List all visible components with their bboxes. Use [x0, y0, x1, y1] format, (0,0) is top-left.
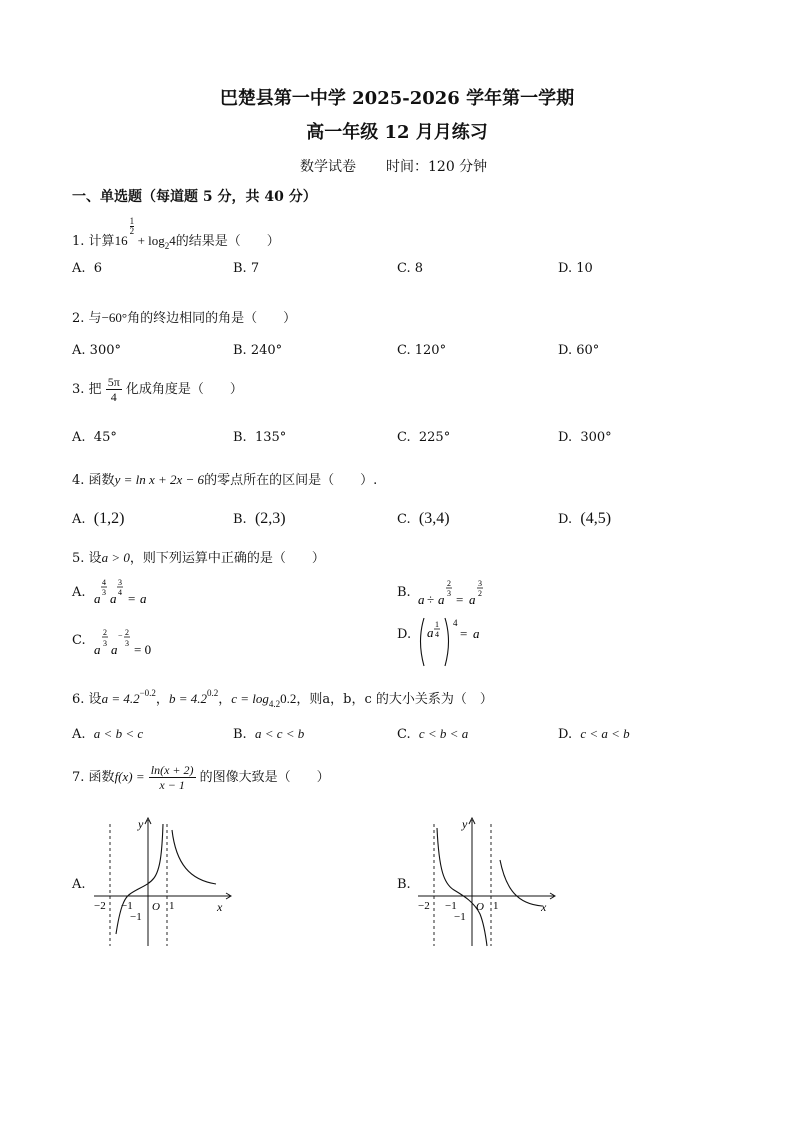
svg-text:4: 4 — [102, 578, 106, 587]
svg-text:=: = — [456, 592, 464, 607]
q1-option-b[interactable]: B. 7 — [233, 261, 260, 276]
svg-text:y: y — [462, 817, 468, 831]
svg-text:a: a — [469, 592, 476, 607]
q2-option-b[interactable]: B. 240° — [233, 343, 283, 358]
svg-text:a: a — [94, 642, 101, 657]
q3-option-d[interactable]: D. 300° — [558, 430, 612, 445]
svg-text:a: a — [473, 626, 480, 641]
svg-text:4: 4 — [435, 630, 439, 639]
q6-option-b[interactable]: B. a < c < b — [233, 726, 305, 742]
svg-text:O: O — [152, 901, 160, 913]
svg-text:−1: −1 — [454, 911, 466, 923]
q5-option-a-formula — [92, 576, 162, 610]
svg-text:x: x — [217, 900, 223, 914]
q3-option-a[interactable]: A. 45° — [72, 430, 117, 445]
question-3: 3. 把 $\frac{5\pi}{4}$ 化成角度是（ ） — [72, 375, 243, 404]
svg-text:÷: ÷ — [427, 592, 435, 607]
q5-option-d-formula — [414, 612, 494, 670]
svg-text:3: 3 — [103, 639, 107, 648]
q7-option-b[interactable]: B. — [397, 877, 411, 892]
svg-text:a: a — [418, 592, 425, 607]
q3-option-b[interactable]: B. 135° — [233, 430, 287, 445]
q4-option-d[interactable]: D. (4,5) — [558, 510, 612, 527]
q7-option-a[interactable]: A. — [72, 877, 86, 892]
svg-text:3: 3 — [447, 589, 451, 598]
q5-option-a[interactable]: A. — [72, 585, 86, 600]
q1-option-c[interactable]: C. 8 — [397, 261, 424, 276]
svg-text:=: = — [460, 626, 468, 641]
svg-text:a: a — [94, 591, 101, 606]
q2-option-a[interactable]: A. 300° — [72, 343, 121, 358]
q5-option-b[interactable]: B. — [397, 585, 411, 600]
svg-text:a: a — [111, 642, 118, 657]
svg-text:= 0: = 0 — [134, 642, 152, 657]
time-label: 时间：120 分钟 — [386, 159, 488, 175]
svg-text:1: 1 — [493, 900, 499, 912]
svg-text:x: x — [541, 900, 547, 914]
q3-option-c[interactable]: C. 225° — [397, 430, 451, 445]
svg-text:O: O — [476, 901, 484, 913]
q2-option-c[interactable]: C. 120° — [397, 343, 447, 358]
svg-text:3: 3 — [102, 588, 106, 597]
svg-text:a: a — [438, 592, 445, 607]
svg-text:y: y — [138, 817, 144, 831]
q5-option-d[interactable]: D. — [397, 627, 412, 642]
q1-option-d[interactable]: D. 10 — [558, 261, 593, 276]
question-5: 5. 设a > 0，则下列运算中正确的是（ ） — [72, 550, 325, 566]
svg-text:4: 4 — [453, 618, 458, 628]
title-line-1: 巴楚县第一中学 2025-2026 学年第一学期 — [219, 88, 575, 109]
svg-text:2: 2 — [103, 628, 107, 637]
title-line-2: 高一年级 12 月月练习 — [306, 122, 488, 143]
svg-text:2: 2 — [447, 579, 451, 588]
q4-option-b[interactable]: B. (2,3) — [233, 510, 286, 527]
svg-text:1: 1 — [169, 900, 175, 912]
svg-text:−1: −1 — [445, 900, 457, 912]
q6-option-c[interactable]: C. c < b < a — [397, 726, 469, 742]
svg-text:3: 3 — [118, 578, 122, 587]
svg-text:2: 2 — [478, 589, 482, 598]
subject-label: 数学试卷 — [300, 159, 356, 175]
q5-option-c[interactable]: C. — [72, 633, 86, 648]
svg-text:4: 4 — [118, 588, 122, 597]
q6-option-a[interactable]: A. a < b < c — [72, 726, 144, 742]
q2-option-d[interactable]: D. 60° — [558, 343, 600, 358]
svg-text:−1: −1 — [121, 900, 133, 912]
q5-option-b-formula — [416, 576, 506, 610]
q4-option-c[interactable]: C. (3,4) — [397, 510, 450, 527]
question-6: 6. 设$a = 4.2^{-0.2}$，$b = 4.2^{0.2}$，$c = \log_{4.2}0.2$，则a，b，c 的大小关系为（ ） — [72, 688, 493, 709]
svg-text:a: a — [427, 625, 434, 640]
svg-text:a: a — [110, 591, 117, 606]
question-2: 2. 与−60°角的终边相同的角是（ ） — [72, 310, 297, 326]
svg-text:−2: −2 — [94, 900, 106, 912]
q7-graph-a — [90, 814, 235, 949]
q6-option-d[interactable]: D. c < a < b — [558, 726, 630, 742]
question-4: 4. 函数y = ln x + 2x − 6的零点所在的区间是（ ）. — [72, 472, 378, 488]
q4-option-a[interactable]: A. (1,2) — [72, 510, 125, 527]
q7-graph-b — [414, 814, 559, 949]
question-7: 7. 函数f(x) = $\frac{\ln(x + 2)}{x - 1}$ 的图像大致是（ ） — [72, 763, 330, 792]
svg-text:=: = — [128, 591, 136, 606]
svg-text:−2: −2 — [418, 900, 430, 912]
section-heading: 一、单选题（每道题 5 分，共 40 分） — [72, 189, 317, 205]
svg-text:3: 3 — [125, 639, 129, 648]
svg-text:2: 2 — [125, 628, 129, 637]
question-1: 1. 计算16 1 2 + $\log_24$的结果是（ ） — [72, 216, 280, 251]
svg-text:3: 3 — [478, 579, 482, 588]
svg-text:1: 1 — [435, 620, 439, 629]
svg-text:−1: −1 — [130, 911, 142, 923]
svg-text:−: − — [118, 631, 123, 640]
svg-text:a: a — [140, 591, 147, 606]
q1-option-a[interactable]: A. 6 — [72, 261, 103, 276]
q5-option-c-formula — [92, 625, 172, 661]
